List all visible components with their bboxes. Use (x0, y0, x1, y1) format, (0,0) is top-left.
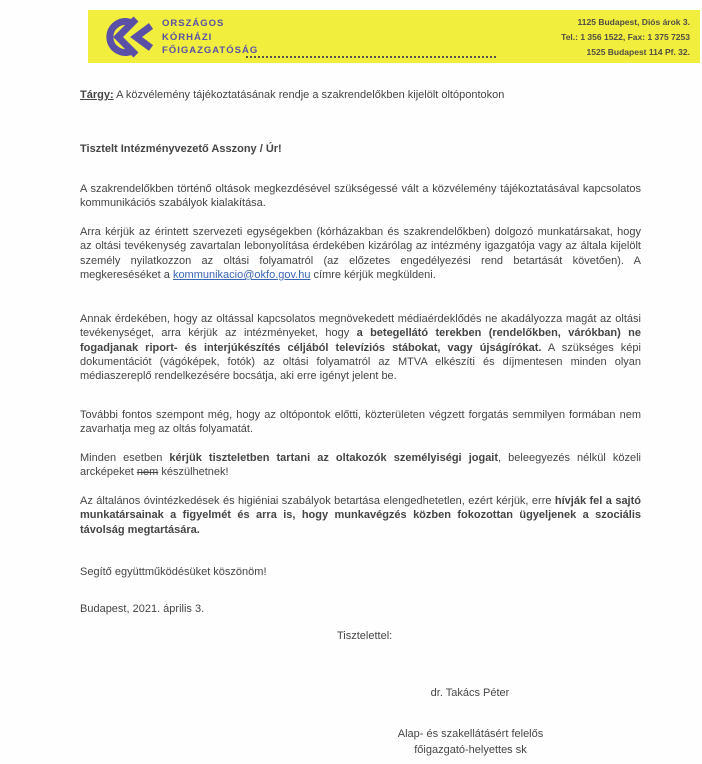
closing-line: Tisztelettel: (337, 630, 393, 642)
paragraph-intro: A szakrendelőkben történő oltások megkezdésével szükségessé vált a közvélemény tájékoztatásával kapcsolatos kommunikációs szabályok kialakítása. (80, 183, 641, 210)
address-block (561, 15, 690, 60)
letterhead-dashed-line (246, 56, 496, 58)
address-line: Tel.: 1 356 1522, Fax: 1 375 7253 (561, 32, 690, 42)
signature-title-line: főigazgató-helyettes sk (414, 743, 527, 756)
address-line: 1125 Budapest, Diós árok 3. (577, 17, 690, 27)
okfo-ck-logo-icon (98, 14, 156, 60)
email-link[interactable]: kommunikacio@okfo.gov.hu (172, 268, 311, 281)
address-line: 1525 Budapest 114 Pf. 32. (586, 47, 690, 57)
paragraph-filming: További fontos szempont még, hogy az oltópontok előtti, közterületen végzett forgatás semmilyen formában nem zavarhatja meg az oltás folyamatát. (80, 409, 641, 436)
subject-text: A közvélemény tájékoztatásának rendje a szakrendelőkben kijelölt oltópontokon (113, 89, 505, 101)
paragraph-hygiene (80, 494, 641, 537)
paragraph-text: Annak érdekében, hogy az oltással kapcsolatos megnövekedett médiaérdeklődés ne akadályozza magát az oltási tevékenységet, arra kérjük az intézményeket, hogy (80, 313, 641, 340)
subject-line (80, 88, 641, 102)
org-name-line: ORSZÁGOS (162, 18, 225, 29)
paragraph-text: Minden esetben (80, 452, 170, 464)
paragraph-text: Arra kérjük az érintett szervezeti egységekben (kórházakban és szakrendelőkben) dolgozó munkatársakat, hogy az oltási tevékenység zavartalan lebonyolítása érdekében kizárólag az intézmény igazgatója vagy az általa kijelölt személy nyilatkozzon az oltási folyamatról (az előzetes engedélyezési rend betartását követően). A megkereséséket a (80, 226, 641, 281)
paragraph-privacy (80, 451, 641, 480)
paragraph-text: , beleegyezés nélkül közeli arcképeket (80, 452, 641, 479)
paragraph-bold-text: hívják fel a sajtó munkatársainak a figyelmét és arra is, hogy munkavégzés közben fokozottan ügyeljenek a szociális távolság megtartására. (80, 495, 641, 536)
signature-title (363, 727, 578, 758)
subject-label: Tárgy: (80, 89, 114, 101)
org-name-line: KÓRHÁZI (162, 31, 213, 43)
paragraph-thanks: Segítő együttműködésüket köszönöm! (80, 566, 267, 578)
paragraph-text: Az általános óvintézkedések és higiéniai szabályok betartása elengedhetetlen, ezért kérjük, erre (80, 495, 555, 507)
date-line: Budapest, 2021. április 3. (80, 603, 205, 615)
signature-name: dr. Takács Péter (430, 687, 510, 699)
org-name-line: FŐIGAZGATÓSÁG (162, 45, 259, 56)
letterhead-band (88, 10, 700, 63)
signature-title-line: Alap- és szakellátásért felelős (397, 728, 544, 740)
salutation: Tisztelt Intézményvezető Asszony / Úr! (80, 143, 282, 155)
struck-word: nem (136, 466, 159, 479)
paragraph-bold-text: a betegellátó terekben (rendelőkben, várókban) ne fogadjanak riport- és interjúkészítés céljából televíziós stábokat, vagy újságírókat. (80, 327, 641, 354)
paragraph-bold-text: kérjük tiszteletben tartani az oltakozók személyiségi jogait (169, 452, 499, 464)
paragraph-media-rules (80, 312, 641, 383)
org-name (162, 17, 258, 58)
paragraph-spokesperson (80, 225, 641, 282)
paragraph-text: készülhetnek! (158, 466, 229, 479)
paragraph-text: címre kérjük megküldeni. (310, 268, 436, 281)
paragraph-text: A szükséges képi dokumentációt (vágóképek, fotók) az oltási folyamatról az MTVA elkészíti és díjmentesen minden olyan médiaszereplő rendelkezésére bocsátja, aki erre igényt jelent be. (80, 341, 641, 383)
